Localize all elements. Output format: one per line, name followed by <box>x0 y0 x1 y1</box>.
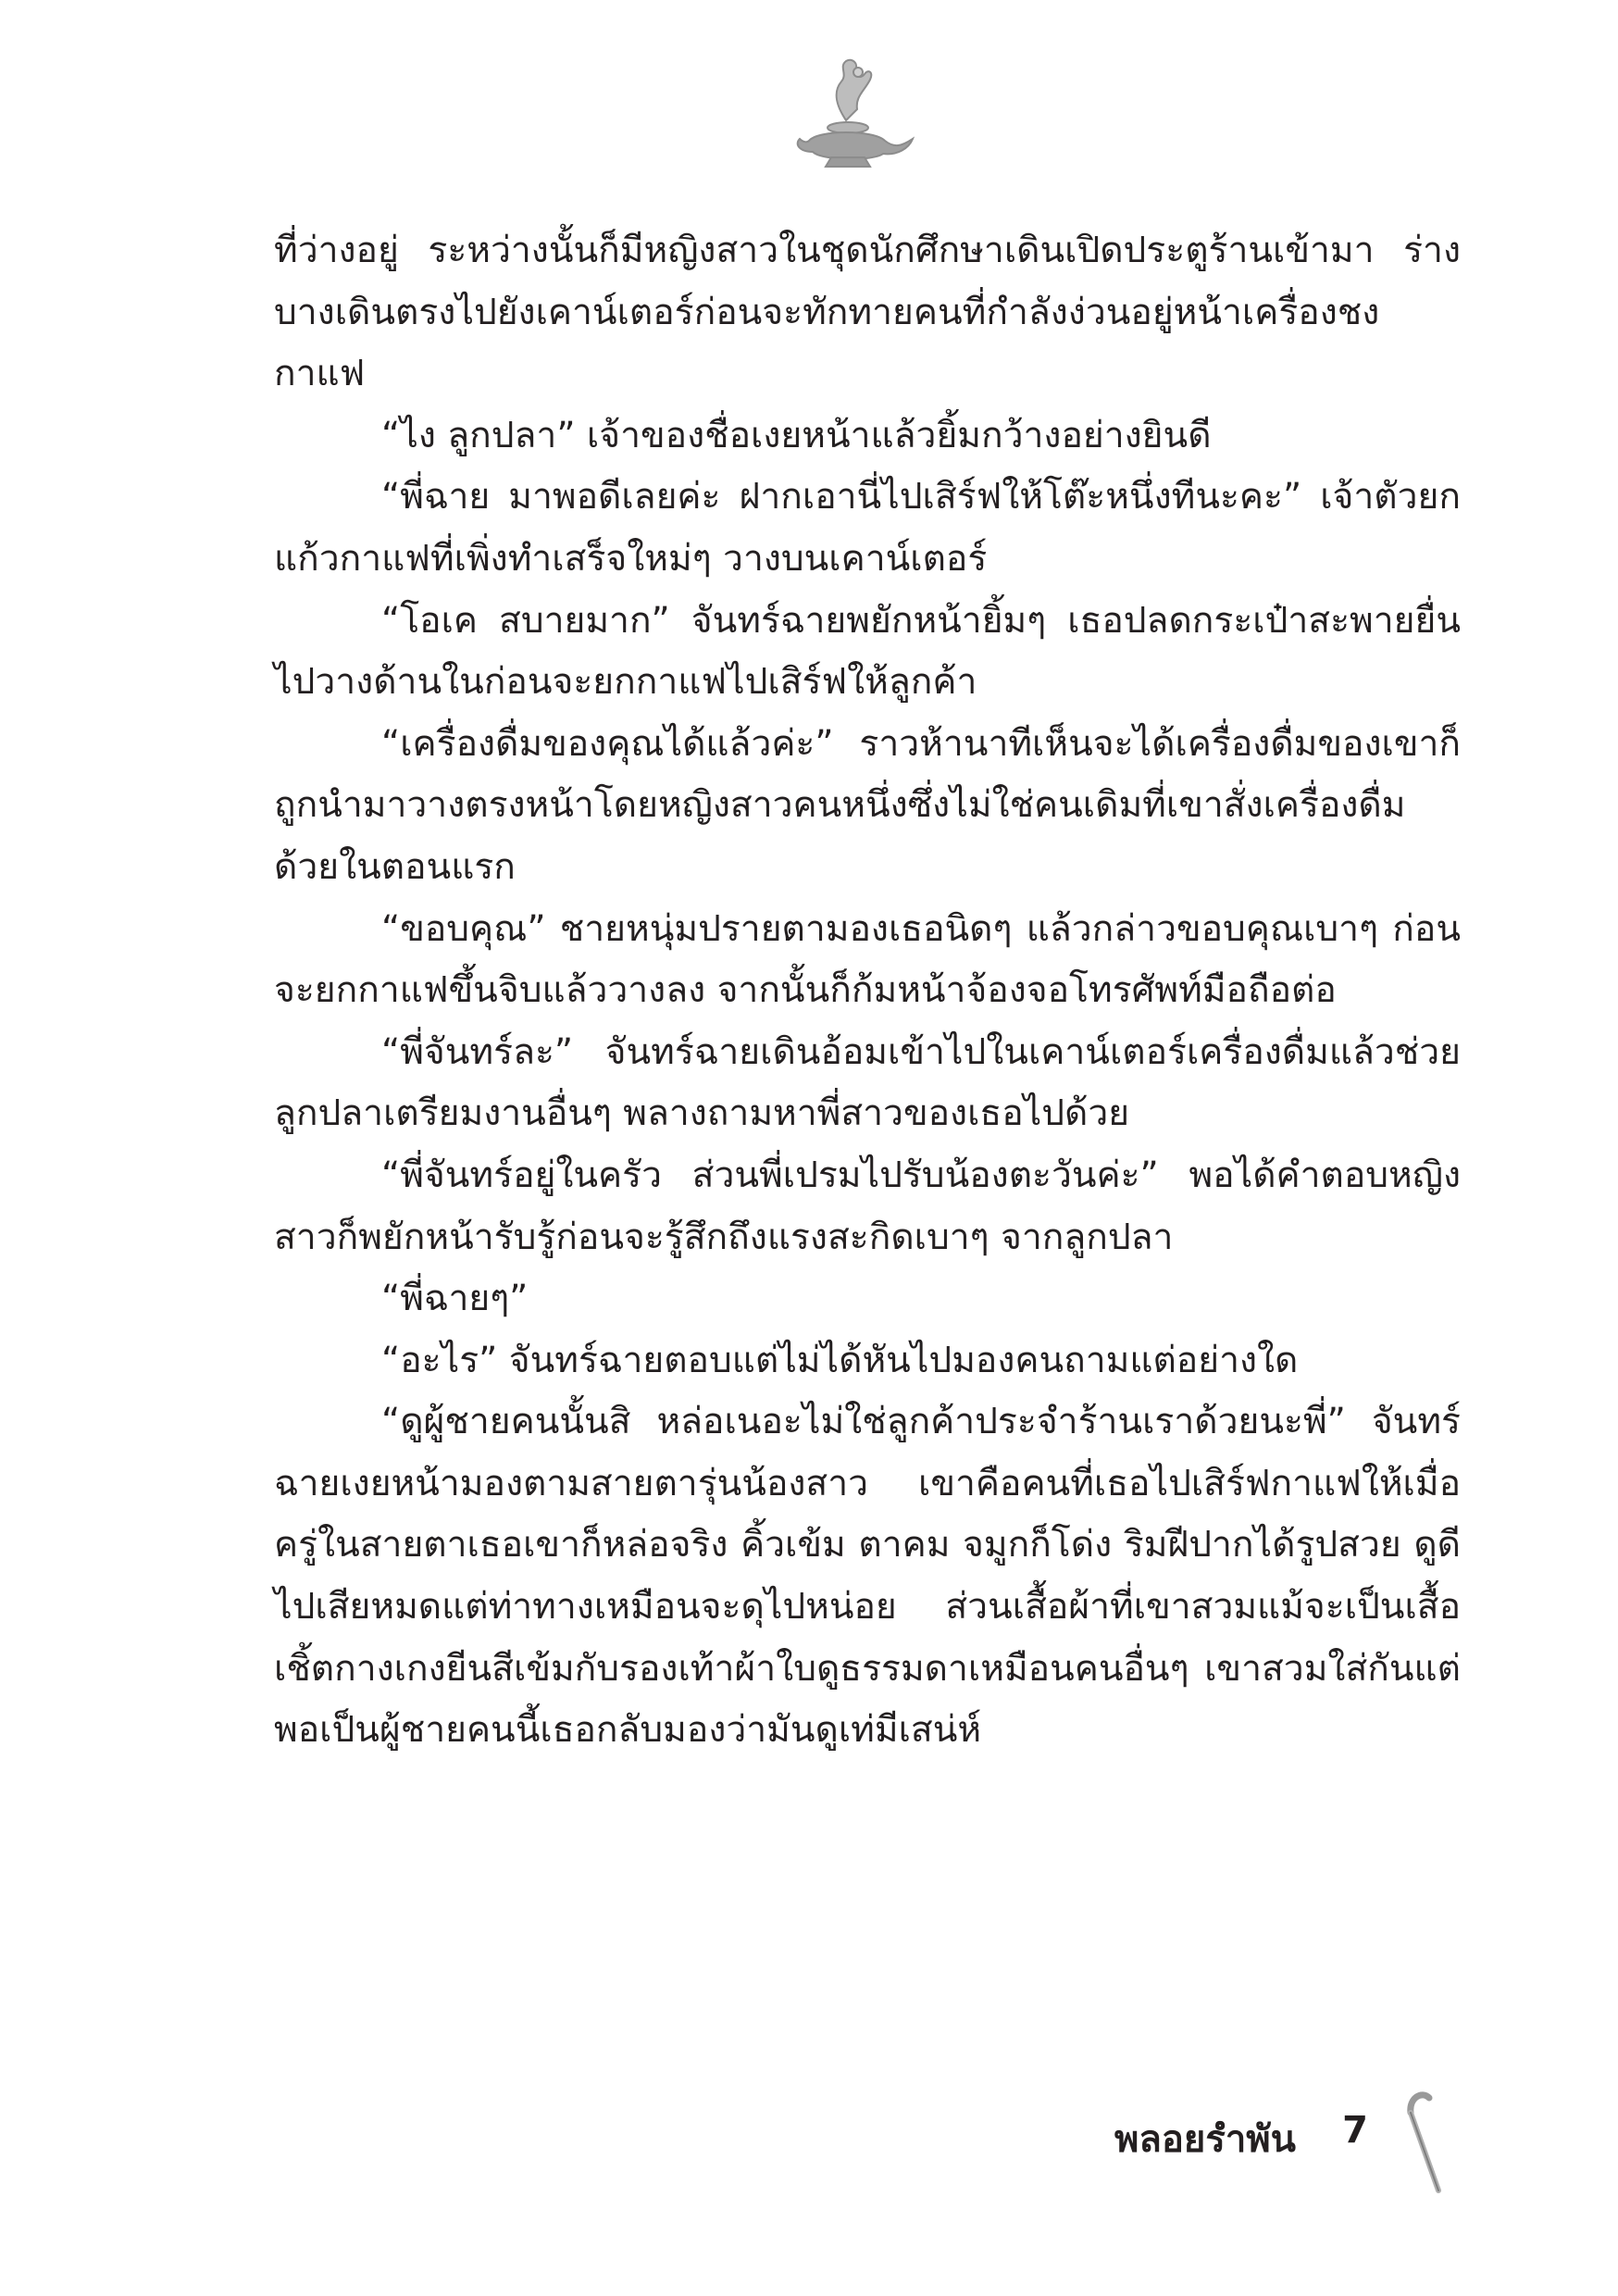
genie-lamp-icon <box>781 56 920 176</box>
page-number: 7 <box>1342 2109 1368 2152</box>
paragraph: “เครื่องดื่มของคุณได้แล้วค่ะ” ราวห้านาทีเห็นจะได้เครื่องดื่มของเขาก็ถูกนำมาวางตรงหน้าโดยหญิงสาวคนหนึ่งซึ่งไม่ใช่คนเดิมที่เขาสั่งเครื่องดื่มด้วยในตอนแรก <box>274 722 1461 888</box>
paragraph: “พี่ฉาย มาพอดีเลยค่ะ ฝากเอานี่ไปเสิร์ฟให้โต๊ะหนึ่งทีนะคะ” เจ้าตัวยกแก้วกาแฟที่เพิ่งทำเสร็จใหม่ๆ วางบนเคาน์เตอร์ <box>274 476 1461 580</box>
paragraph: “พี่จันทร์ละ” จันทร์ฉายเดินอ้อมเข้าไปในเคาน์เตอร์เครื่องดื่มแล้วช่วยลูกปลาเตรียมงานอื่นๆ พลางถามหาพี่สาวของเธอไปด้วย <box>274 1030 1461 1135</box>
paragraph: “พี่จันทร์อยู่ในครัว ส่วนพี่เปรมไปรับน้องตะวันค่ะ” พอได้คำตอบหญิงสาวก็พยักหน้ารับรู้ก่อนจะรู้สึกถึงแรงสะกิดเบาๆ จากลูกปลา <box>274 1154 1461 1258</box>
body-text <box>274 220 1461 1762</box>
paragraph: “โอเค สบายมาก” จันทร์ฉายพยักหน้ายิ้มๆ เธอปลดกระเป๋าสะพายยื่นไปวางด้านในก่อนจะยกกาแฟไปเสิร์ฟให้ลูกค้า <box>274 599 1461 704</box>
paragraph: ที่ว่างอยู่ ระหว่างนั้นก็มีหญิงสาวในชุดนักศึกษาเดินเปิดประตูร้านเข้ามา ร่างบางเดินตรงไปยังเคาน์เตอร์ก่อนจะทักทายคนที่กำลังง่วนอยู่หน้าเครื่องชงกาแฟ <box>274 230 1461 395</box>
book-title: พลอยรำพัน <box>1114 2118 1296 2161</box>
paragraph: “ดูผู้ชายคนนั้นสิ หล่อเนอะไม่ใช่ลูกค้าประจำร้านเราด้วยนะพี่” จันทร์ฉายเงยหน้ามองตามสายตารุ่นน้องสาว เขาคือคนที่เธอไปเสิร์ฟกาแฟให้เมื่อครู่ในสายตาเธอเขาก็หล่อจริง คิ้วเข้ม ตาคม จมูกก็โด่ง ริมฝีปากได้รูปสวย ดูดีไปเสียหมดแต่ท่าทางเหมือนจะดุไปหน่อย ส่วนเสื้อผ้าที่เขาสวมแม้จะเป็นเสื้อเชิ้ตกางเกงยีนสีเข้มกับรองเท้าผ้าใบดูธรรมดาเหมือนคนอื่นๆ เขาสวมใส่กันแต่พอเป็นผู้ชายคนนี้เธอกลับมองว่ามันดูเท่มีเสน่ห์ <box>274 1401 1461 1752</box>
paragraph: “อะไร” จันทร์ฉายตอบแต่ไม่ได้หันไปมองคนถามแต่อย่างใด <box>381 1339 1299 1381</box>
page-footer <box>1018 2085 1462 2196</box>
walking-cane-icon <box>1398 2085 1462 2196</box>
paragraph: “ขอบคุณ” ชายหนุ่มปรายตามองเธอนิดๆ แล้วกล่าวขอบคุณเบาๆ ก่อนจะยกกาแฟขึ้นจิบแล้ววางลง จากนั้นก็ก้มหน้าจ้องจอโทรศัพท์มือถือต่อ <box>274 907 1461 1012</box>
paragraph: “พี่ฉายๆ” <box>381 1278 529 1320</box>
paragraph: “ไง ลูกปลา” เจ้าของชื่อเงยหน้าแล้วยิ้มกว้างอย่างยินดี <box>381 414 1212 456</box>
